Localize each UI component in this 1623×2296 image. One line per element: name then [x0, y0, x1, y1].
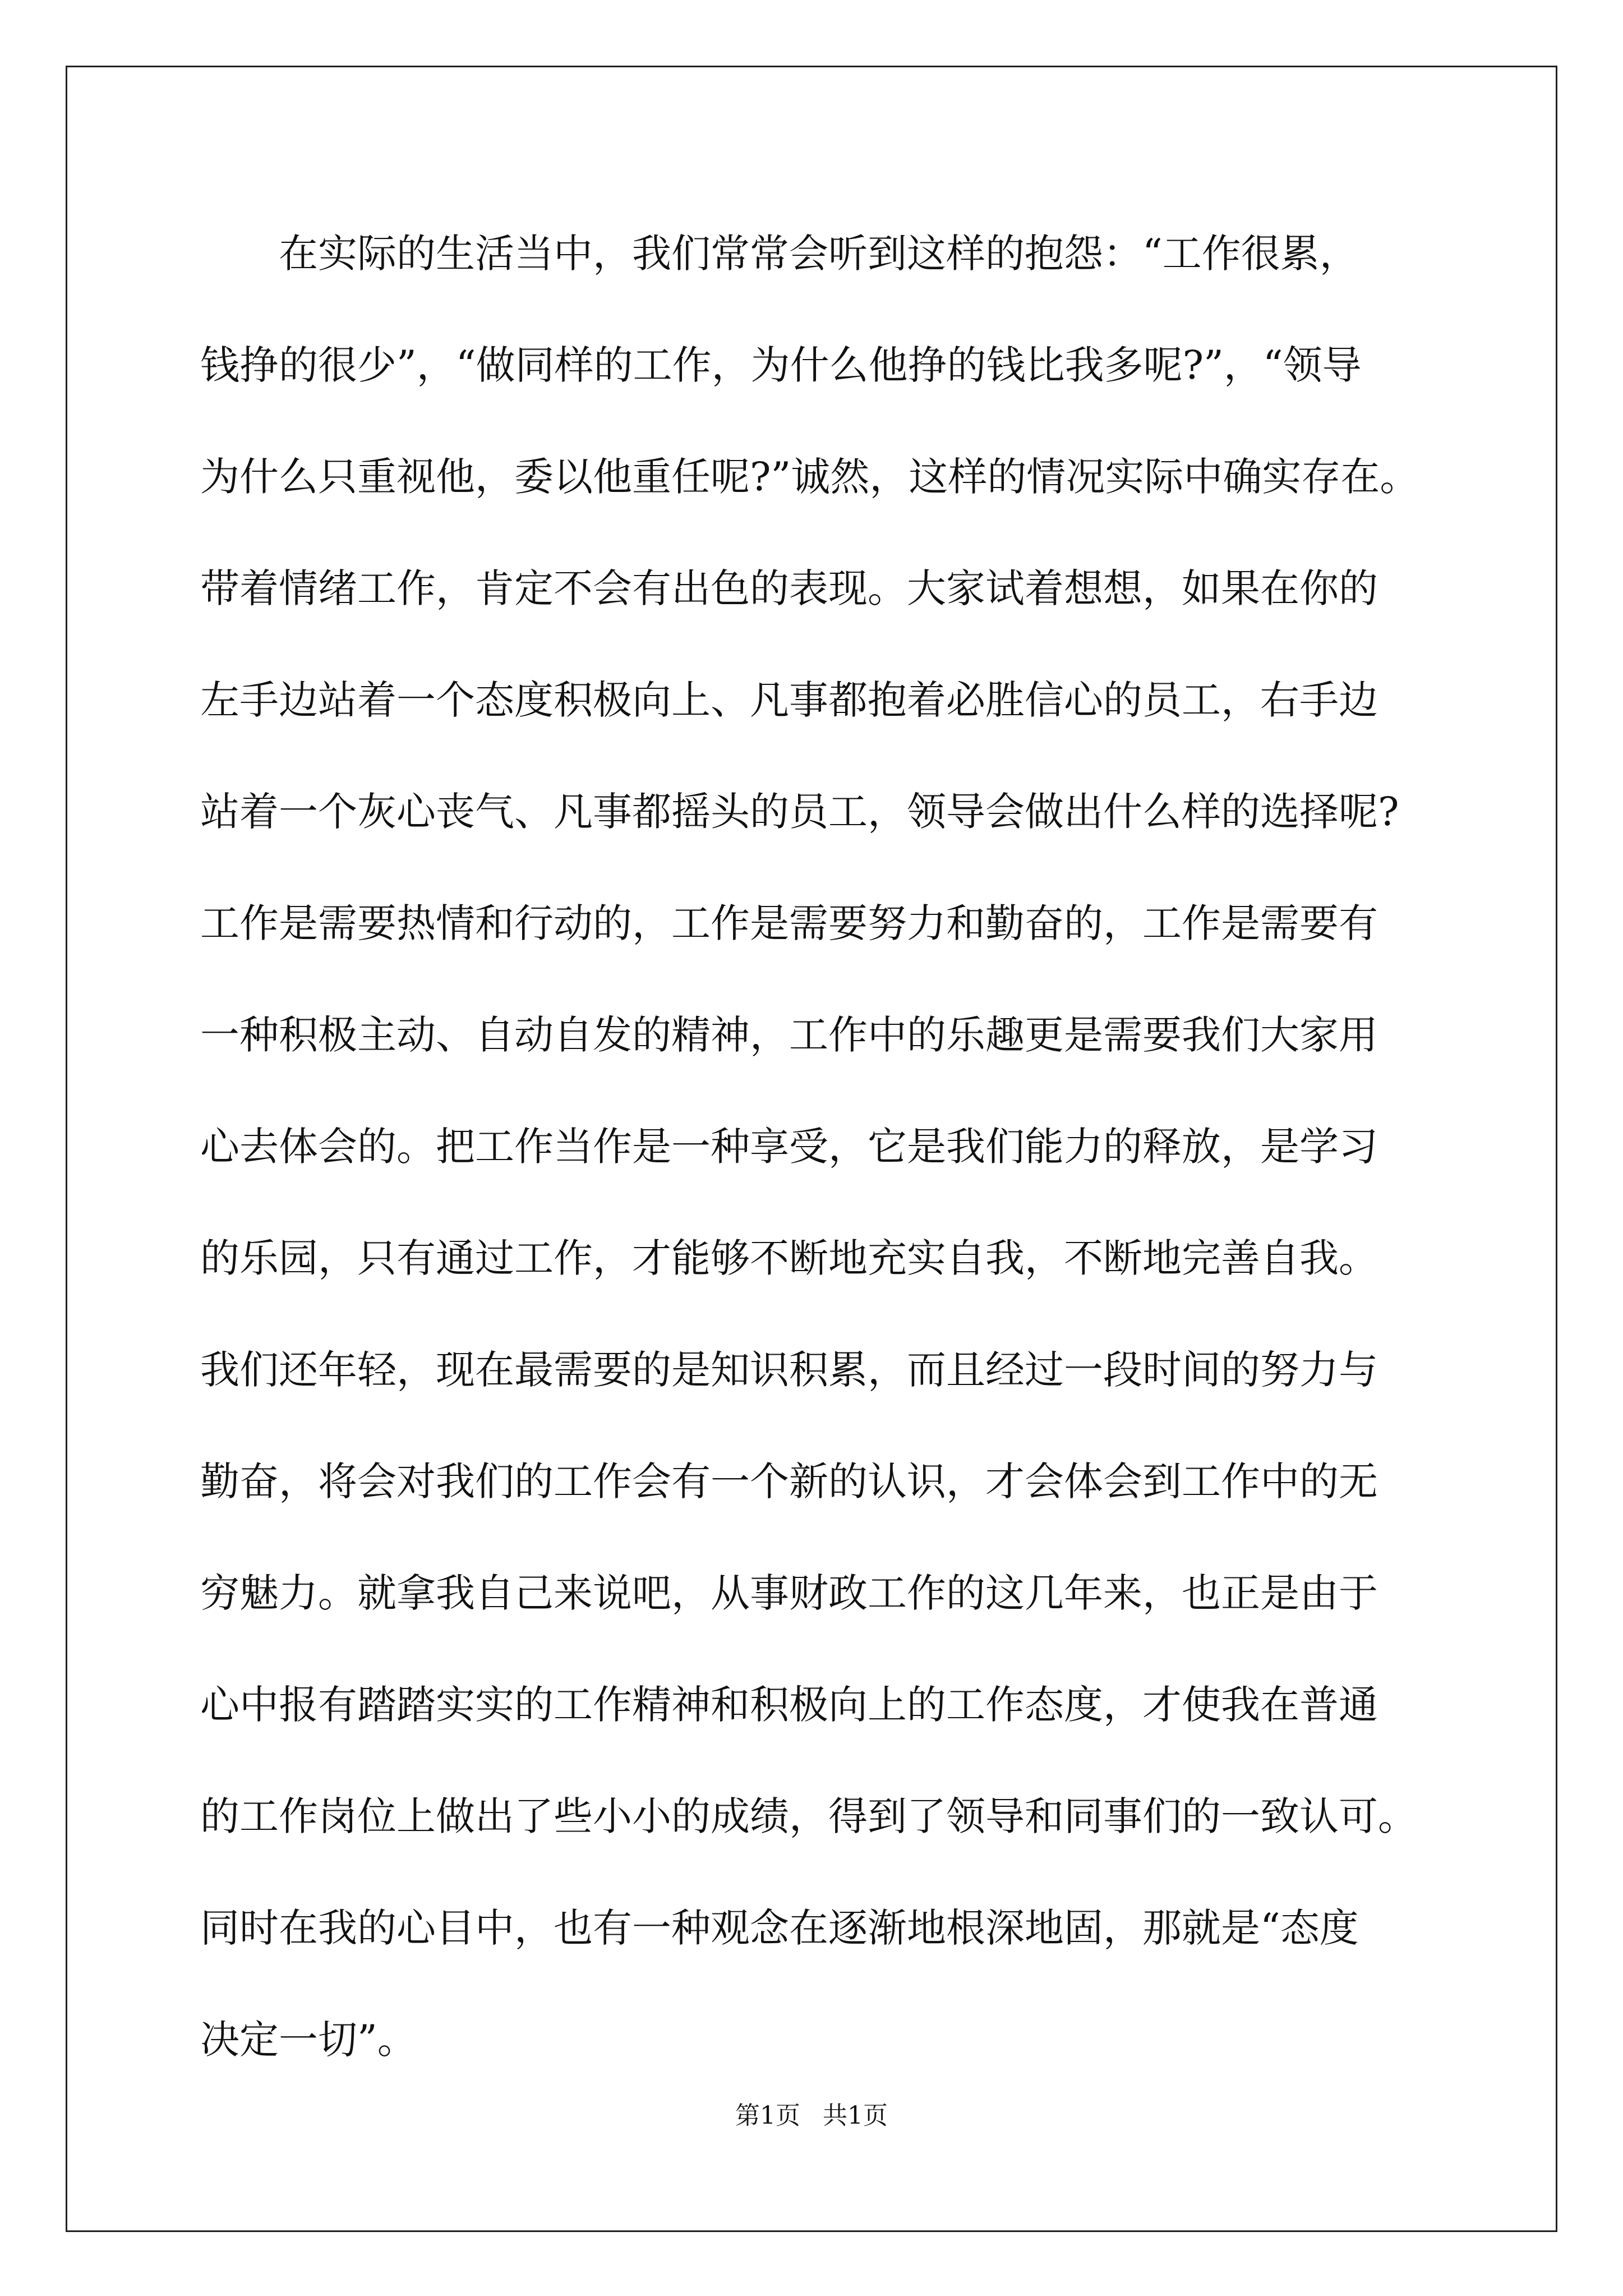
- text-line-17: 决定一切”。: [200, 2017, 417, 2063]
- text-line-12: 勤奋，将会对我们的工作会有一个新的认识，才会体会到工作中的无: [200, 1458, 1378, 1504]
- text-line-6: 站着一个灰心丧气、凡事都摇头的员工，领导会做出什么样的选择呢?: [200, 789, 1399, 835]
- text-line-15: 的工作岗位上做出了些小小的成绩，得到了领导和同事们的一致认可。: [200, 1793, 1417, 1839]
- text-line-14: 心中报有踏踏实实的工作精神和积极向上的工作态度，才使我在普通: [200, 1682, 1378, 1728]
- page-total: 共1页: [823, 2101, 888, 2130]
- text-line-5: 左手边站着一个态度积极向上、凡事都抱着必胜信心的员工，右手边: [200, 677, 1378, 723]
- page-footer: [0, 2095, 1623, 2131]
- page-number: 第1页: [735, 2101, 800, 2130]
- document-body: [200, 198, 1434, 2096]
- text-line-11: 我们还年轻，现在最需要的是知识积累，而且经过一段时间的努力与: [200, 1347, 1378, 1393]
- text-line-16: 同时在我的心目中，也有一种观念在逐渐地根深地固，那就是“态度: [200, 1905, 1359, 1951]
- text-line-9: 心去体会的。把工作当作是一种享受，它是我们能力的释放，是学习: [200, 1124, 1378, 1170]
- text-line-1: 在实际的生活当中，我们常常会听到这样的抱怨：“工作很累，: [279, 231, 1359, 277]
- text-line-13: 穷魅力。就拿我自己来说吧，从事财政工作的这几年来，也正是由于: [200, 1570, 1378, 1616]
- text-line-4: 带着情绪工作，肯定不会有出色的表现。大家试着想想，如果在你的: [200, 565, 1378, 611]
- text-line-2: 钱挣的很少”，“做同样的工作，为什么他挣的钱比我多呢?”，“领导: [200, 342, 1362, 388]
- text-line-8: 一种积极主动、自动自发的精神，工作中的乐趣更是需要我们大家用: [200, 1012, 1378, 1058]
- text-line-10: 的乐园，只有通过工作，才能够不断地充实自我，不断地完善自我。: [200, 1235, 1378, 1281]
- text-line-3: 为什么只重视他，委以他重任呢?”诚然，这样的情况实际中确实存在。: [200, 454, 1419, 500]
- text-line-7: 工作是需要热情和行动的，工作是需要努力和勤奋的，工作是需要有: [200, 900, 1378, 946]
